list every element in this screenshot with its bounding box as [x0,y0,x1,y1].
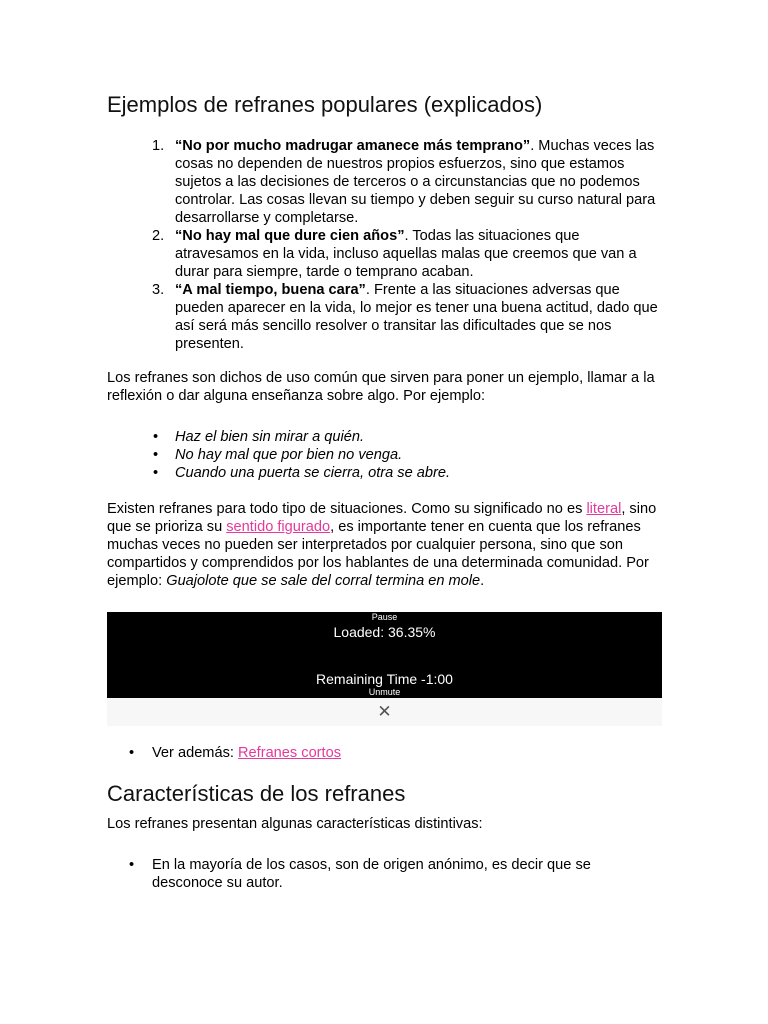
examples-list [107,137,663,353]
proverb-quote: “No hay mal que dure cien años” [175,228,405,244]
paragraph-text: , sino que se prioriza su [107,501,657,535]
see-also-label: Ver además: [152,745,238,761]
bullet-glyph: • [153,465,159,481]
list-number: 1. [152,138,165,154]
paragraph-text: . [480,573,485,589]
proverb-example: Cuando una puerta se cierra, otra se abre. [175,465,451,481]
intro-paragraph: Los refranes son dichos de uso común que sirven para poner un ejemplo, llamar a la reflexión o dar alguna enseñanza sobre algo. Por ejemplo: [107,370,655,404]
proverb-explanation: . Todas las situaciones que atravesamos en la vida, incluso aquellas malas que creemos que van a durar para siempre, tarde o temprano acaban. [175,228,637,280]
characteristic-text: En la mayoría de los casos, son de origen anónimo, es decir que se desconoce su autor. [152,857,591,891]
remaining-time-text: Remaining Time -1:00 [316,671,453,687]
list-number: 2. [152,228,165,244]
page-title: Ejemplos de refranes populares (explicados) [107,92,543,117]
italic-examples-list [107,428,663,482]
list-number: 3. [152,282,165,298]
proverb-explanation: . Muchas veces las cosas no dependen de nuestros propios esfuerzos, sino que estamos sujetos a las decisiones de terceros o a circunstancias que no podemos controlar. Las cosas llevan su tiempo y deben seguir su curso natural para desarrollarse y completarse. [175,138,656,226]
list-item [107,227,663,281]
proverb-example: No hay mal que por bien no venga. [175,447,403,463]
loaded-progress-text: Loaded: 36.35% [333,624,436,640]
list-item [107,281,663,353]
literal-link[interactable]: literal [586,501,622,517]
proverb-example-inline: Guajolote que se sale del corral termina en mole [166,573,481,589]
paragraph-text: Existen refranes para todo tipo de situaciones. Como su significado no es [107,501,587,517]
list-item [107,464,663,482]
proverb-quote: “A mal tiempo, buena cara” [175,282,366,298]
bullet-glyph: • [153,429,159,445]
section-intro: Los refranes presentan algunas características distintivas: [107,816,483,832]
bullet-glyph: • [153,447,159,463]
proverb-quote: “No por mucho madrugar amanece más temprano” [175,138,531,154]
paragraph-text: , es importante tener en cuenta que los refranes muchas veces no pueden ser interpretados por cualquier persona, sino que son compartidos y comprendidos por los hablantes de una determinada comunidad. Por ejemplo: [107,519,649,589]
sentido-figurado-link[interactable]: sentido figurado [226,519,331,535]
see-also-list [107,744,663,762]
list-item [107,428,663,446]
paragraph-two [107,500,663,590]
bullet-glyph: • [129,745,135,761]
video-close-bar [107,698,662,726]
video-player[interactable] [107,612,662,698]
unmute-button[interactable]: Unmute [368,687,401,697]
proverb-explanation: . Frente a las situaciones adversas que pueden aparecer en la vida, lo mejor es tener una buena actitud, dado que así será más sencillo resolver o transitar las dificultades que se nos presenten. [175,282,658,352]
characteristics-list [107,856,663,892]
list-item [107,856,663,892]
pause-button[interactable]: Pause [371,612,398,622]
section-title: Características de los refranes [107,781,406,806]
close-icon[interactable]: ✕ [377,702,392,721]
list-item [107,744,663,762]
refranes-cortos-link[interactable]: Refranes cortos [238,745,342,761]
proverb-example: Haz el bien sin mirar a quién. [175,429,364,445]
list-item [107,137,663,227]
list-item [107,446,663,464]
bullet-glyph: • [129,857,135,873]
